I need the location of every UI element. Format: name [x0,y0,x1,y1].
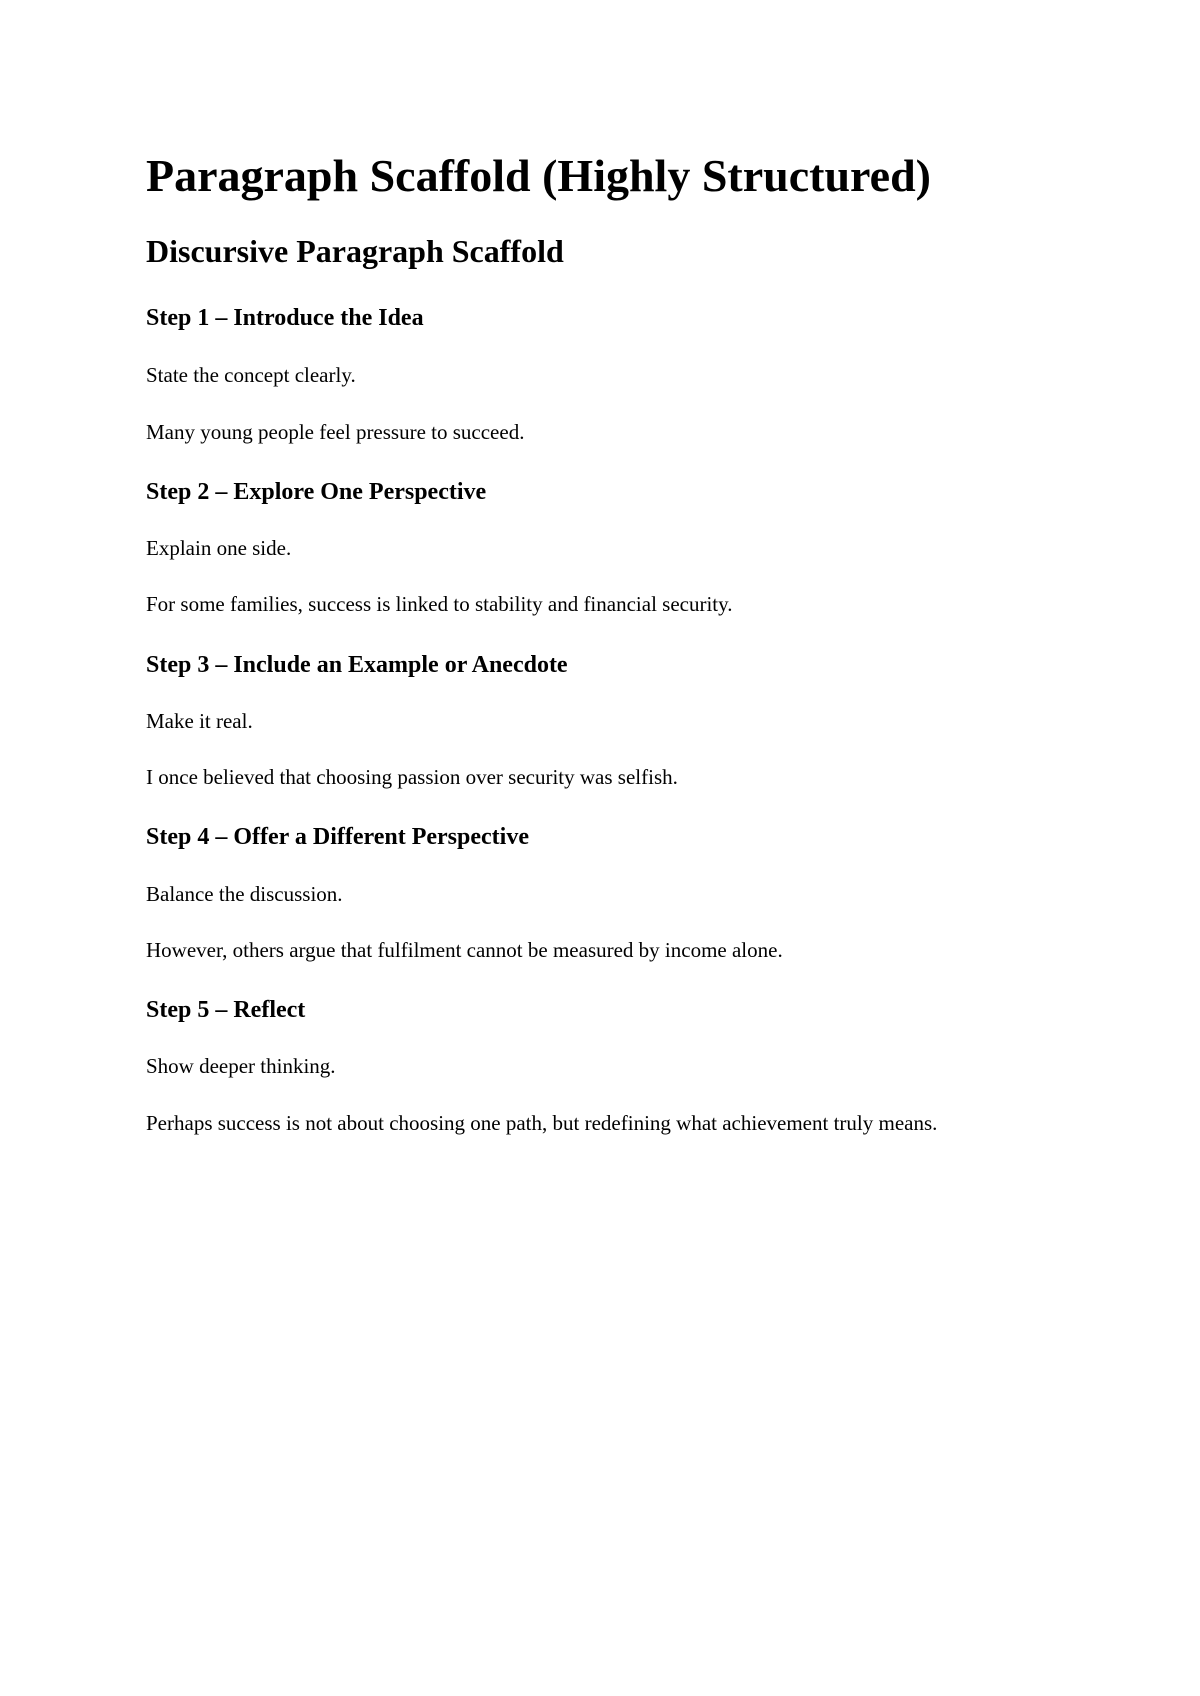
step-2-heading: Step 2 – Explore One Perspective [146,479,487,505]
step-2-example: For some families, success is linked to stability and financial security. [146,592,733,616]
step-5-example: Perhaps success is not about choosing one path, but redefining what achievement truly means. [146,1111,938,1135]
step-4-heading: Step 4 – Offer a Different Perspective [146,824,529,850]
step-5-instruction: Show deeper thinking. [146,1054,336,1078]
step-3-instruction: Make it real. [146,709,253,733]
step-1-instruction: State the concept clearly. [146,363,356,387]
step-2-instruction: Explain one side. [146,536,292,560]
step-4-instruction: Balance the discussion. [146,882,343,906]
step-3-example: I once believed that choosing passion over security was selfish. [146,765,678,789]
document-title: Paragraph Scaffold (Highly Structured) [146,150,931,201]
step-1-heading: Step 1 – Introduce the Idea [146,305,424,331]
step-4-example: However, others argue that fulfilment cannot be measured by income alone. [146,938,783,962]
step-3-heading: Step 3 – Include an Example or Anecdote [146,652,568,678]
step-1-example: Many young people feel pressure to succeed. [146,420,525,444]
document-subtitle: Discursive Paragraph Scaffold [146,233,564,269]
step-5-heading: Step 5 – Reflect [146,997,306,1023]
